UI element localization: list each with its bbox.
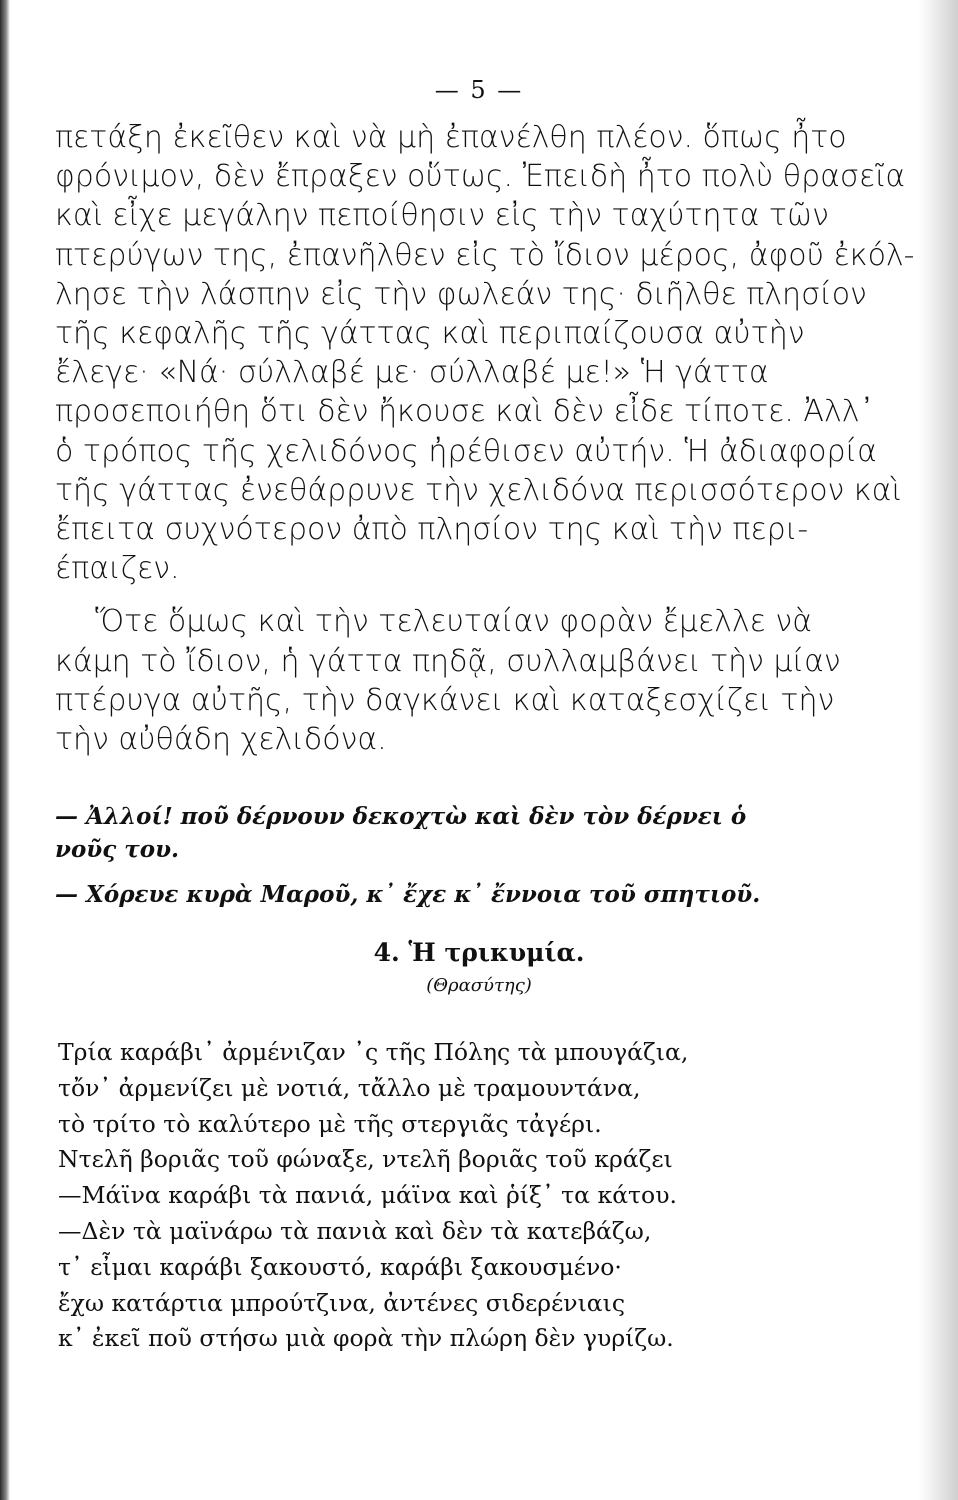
poem-line: τὸ τρίτο τὸ καλύτερο μὲ τῆς στεργιᾶς τἀγέρι.: [58, 1109, 602, 1138]
prose-line: κάμη τὸ ἴδιον, ἡ γάττα πηδᾷ, συλλαμβάνει τὴν μίαν: [55, 643, 841, 679]
section-title: 4. Ἡ τρικυμία.: [373, 938, 585, 967]
prose-line: πετάξη ἐκεῖθεν καὶ νὰ μὴ ἐπανέλθη πλέον. ὅπως ἦτο: [55, 120, 847, 155]
page-edge-shadow-right: [918, 0, 958, 1500]
prose-line: φρόνιμον, δὲν ἔπραξεν οὕτως. Ἐπειδὴ ἦτο πολὺ θρασεῖα: [55, 159, 906, 195]
dialog-block: [55, 800, 785, 911]
prose-line: πτέρυγα αὐτῆς, τὴν δαγκάνει καὶ καταξεσχίζει τὴν: [55, 682, 835, 718]
poem-line: ἔχω κατάρτια μπρούτζινα, ἀντένες σιδερένιαις: [58, 1288, 626, 1317]
prose-line: Ὅτε ὅμως καὶ τὴν τελευταίαν φορὰν ἔμελλε νὰ: [95, 604, 812, 640]
dialog-line: νοῦς του.: [55, 836, 180, 863]
prose-block: [55, 118, 915, 759]
poem-line: Τρία καράβι᾽ ἀρμένιζαν ᾽ς τῆς Πόλης τὰ μπουγάζια,: [58, 1038, 689, 1066]
prose-line: πτερύγων της, ἐπανῆλθεν εἰς τὸ ἴδιον μέρος, ἀφοῦ ἐκόλ-: [55, 237, 915, 273]
prose-line: τῆς κεφαλῆς τῆς γάττας καὶ περιπαίζουσα αὐτὴν: [55, 316, 805, 352]
section-subtitle: (Θρασύτης): [426, 975, 532, 996]
prose-line: ὁ τρόπος τῆς χελιδόνος ἠρέθισεν αὐτήν. Ἡ ἀδιαφορία: [55, 433, 877, 469]
poem-line: —Δὲν τὰ μαϊνάρω τὰ πανιὰ καὶ δὲν τὰ κατεβάζω,: [58, 1216, 652, 1245]
prose-line: ἔπειτα συχνότερον ἀπὸ πλησίον της καὶ τὴν περι-: [55, 512, 809, 548]
poem-line: —Μάϊνα καράβι τὰ πανιά, μάϊνα καὶ ῥίξ᾽ τα κάτου.: [58, 1181, 677, 1210]
dialog-line: — Χόρευε κυρὰ Μαροῦ, κ᾽ ἔχε κ᾽ ἔννοια τοῦ σπητιοῦ.: [55, 881, 761, 908]
poem-line: τὄν᾽ ἀρμενίζει μὲ νοτιά, τἄλλο μὲ τραμουντάνα,: [58, 1073, 641, 1102]
prose-line: έπαιζεν.: [55, 551, 180, 587]
prose-line: τὴν αὐθάδη χελιδόνα.: [55, 722, 387, 758]
poem-block: [58, 1035, 778, 1357]
page-edge-shadow-left: [0, 0, 10, 1500]
prose-line: προσεποιήθη ὅτι δὲν ἤκουσε καὶ δὲν εἶδε τίποτε. Ἀλλ᾽: [55, 394, 875, 430]
poem-line: κ᾽ ἐκεῖ ποῦ στήσω μιὰ φορὰ τὴν πλώρη δὲν γυρίζω.: [58, 1324, 674, 1353]
prose-line: λησε τὴν λάσπην εἰς τὴν φωλεάν της· διῆλθε πλησίον: [55, 276, 867, 312]
dialog-line: — Ἀλλοί! ποῦ δέρνουν δεκοχτὼ καὶ δὲν τὸν δέρνει ὁ: [55, 803, 747, 830]
page-number: — 5 —: [434, 76, 524, 104]
prose-line: καὶ εἶχε μεγάλην πεποίθησιν εἰς τὴν ταχύτητα τῶν: [55, 198, 829, 234]
poem-line: τ᾽ εἶμαι καράβι ξακουστό, καράβι ξακουσμένο·: [58, 1252, 622, 1281]
prose-line: τῆς γάττας ἐνεθάρρυνε τὴν χελιδόνα περισσότερον καὶ: [55, 472, 902, 508]
prose-line: ἔλεγε· «Νά· σύλλαβέ με· σύλλαβέ με!» Ἡ γάττα: [55, 355, 769, 391]
poem-line: Ντελῆ βοριᾶς τοῦ φώναξε, ντελῆ βοριᾶς τοῦ κράζει: [58, 1145, 673, 1174]
